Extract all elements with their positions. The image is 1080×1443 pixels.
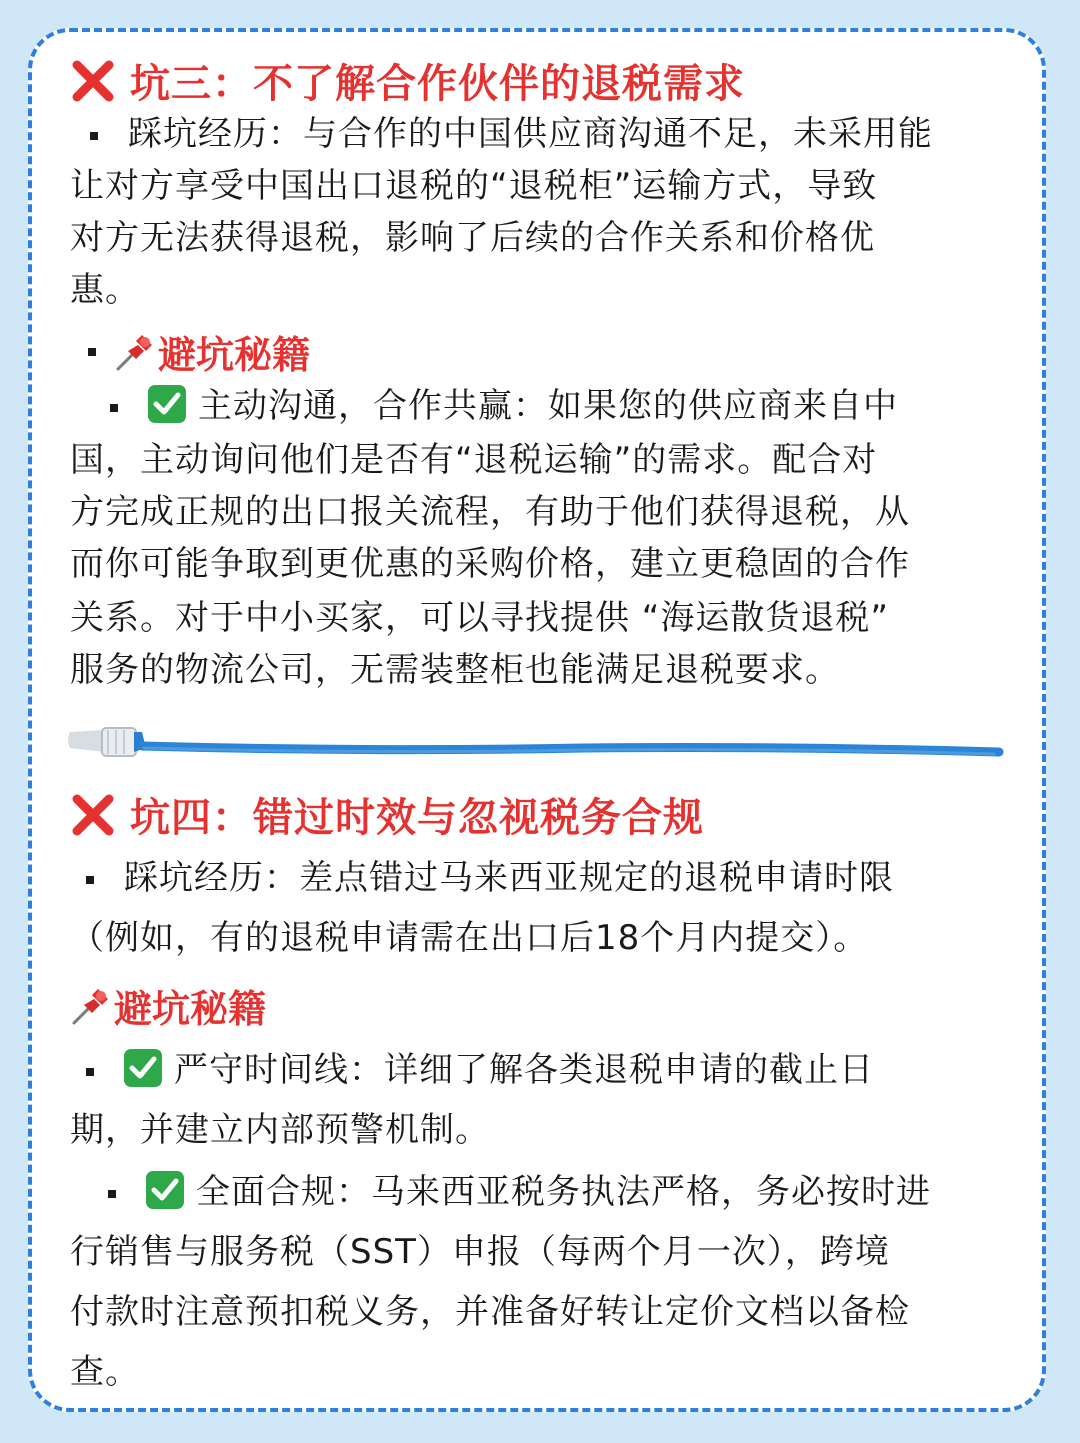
section3-heading	[70, 52, 745, 109]
section3-tip-line-4: 而你可能争取到更优惠的采购价格，建立更稳固的合作	[70, 544, 910, 584]
bullet	[86, 876, 94, 884]
bullet	[88, 348, 96, 356]
section3-tip-line-3: 方完成正规的出口报关流程，有助于他们获得退税，从	[70, 492, 910, 532]
section3-tip-line-2: 国，主动询问他们是否有“退税运输”的需求。配合对	[70, 440, 878, 480]
crayon-divider	[64, 718, 1004, 774]
section3-heading-text: 坑三：不了解合作伙伴的退税需求	[130, 61, 745, 107]
section3-tip-line-6: 服务的物流公司，无需装整柜也能满足退税要求。	[70, 650, 840, 690]
section3-experience-line-1: 踩坑经历：与合作的中国供应商沟通不足，未采用能	[70, 112, 933, 156]
bullet	[108, 1190, 116, 1198]
pushpin-icon	[70, 985, 112, 1027]
section4-tip2-line-1: 全面合规：马来西亚税务执法严格，务必按时进	[108, 1170, 931, 1214]
section4-tip2-line-3: 付款时注意预扣税义务，并准备好转让定价文档以备检	[70, 1292, 910, 1332]
check-mark-icon	[148, 385, 186, 423]
section3-experience-line-2: 让对方享受中国出口退税的“退税柜”运输方式，导致	[70, 166, 878, 206]
section4-tips-heading	[70, 978, 266, 1033]
section4-experience-line-2: （例如，有的退税申请需在出口后18个月内提交）。	[70, 918, 869, 958]
section4-tips-heading-text: 避坑秘籍	[114, 987, 267, 1031]
section4-tip1-line-1: 严守时间线：详细了解各类退税申请的截止日	[70, 1048, 874, 1092]
section3-tips-heading-text: 避坑秘籍	[158, 333, 311, 377]
section4-experience-line-1: 踩坑经历：差点错过马来西亚规定的退税申请时限	[70, 856, 894, 900]
cross-mark-icon	[70, 58, 116, 104]
check-mark-icon	[124, 1049, 162, 1087]
crayon-icon	[68, 728, 146, 756]
section3-experience-line-4: 惠。	[70, 270, 140, 310]
pushpin-icon	[114, 331, 156, 373]
section4-heading-text: 坑四：错过时效与忽视税务合规	[130, 795, 704, 841]
cross-mark-icon	[70, 792, 116, 838]
section4-tip2-line-2: 行销售与服务税（SST）申报（每两个月一次），跨境	[70, 1232, 890, 1272]
bullet	[90, 132, 98, 140]
bullet	[86, 1068, 94, 1076]
section4-tip2-line-4: 查。	[70, 1352, 140, 1392]
section4-heading	[70, 786, 704, 843]
check-mark-icon	[146, 1171, 184, 1209]
section3-experience-line-3: 对方无法获得退税，影响了后续的合作关系和价格优	[70, 218, 875, 258]
section4-tip1-line-2: 期，并建立内部预警机制。	[70, 1110, 490, 1150]
section3-tip-line-5: 关系。对于中小买家，可以寻找提供 “海运散货退税”	[70, 598, 890, 638]
section3-tips-heading	[88, 324, 310, 379]
bullet	[110, 404, 118, 412]
section3-tip-line-1: 主动沟通，合作共赢：如果您的供应商来自中	[110, 384, 898, 428]
